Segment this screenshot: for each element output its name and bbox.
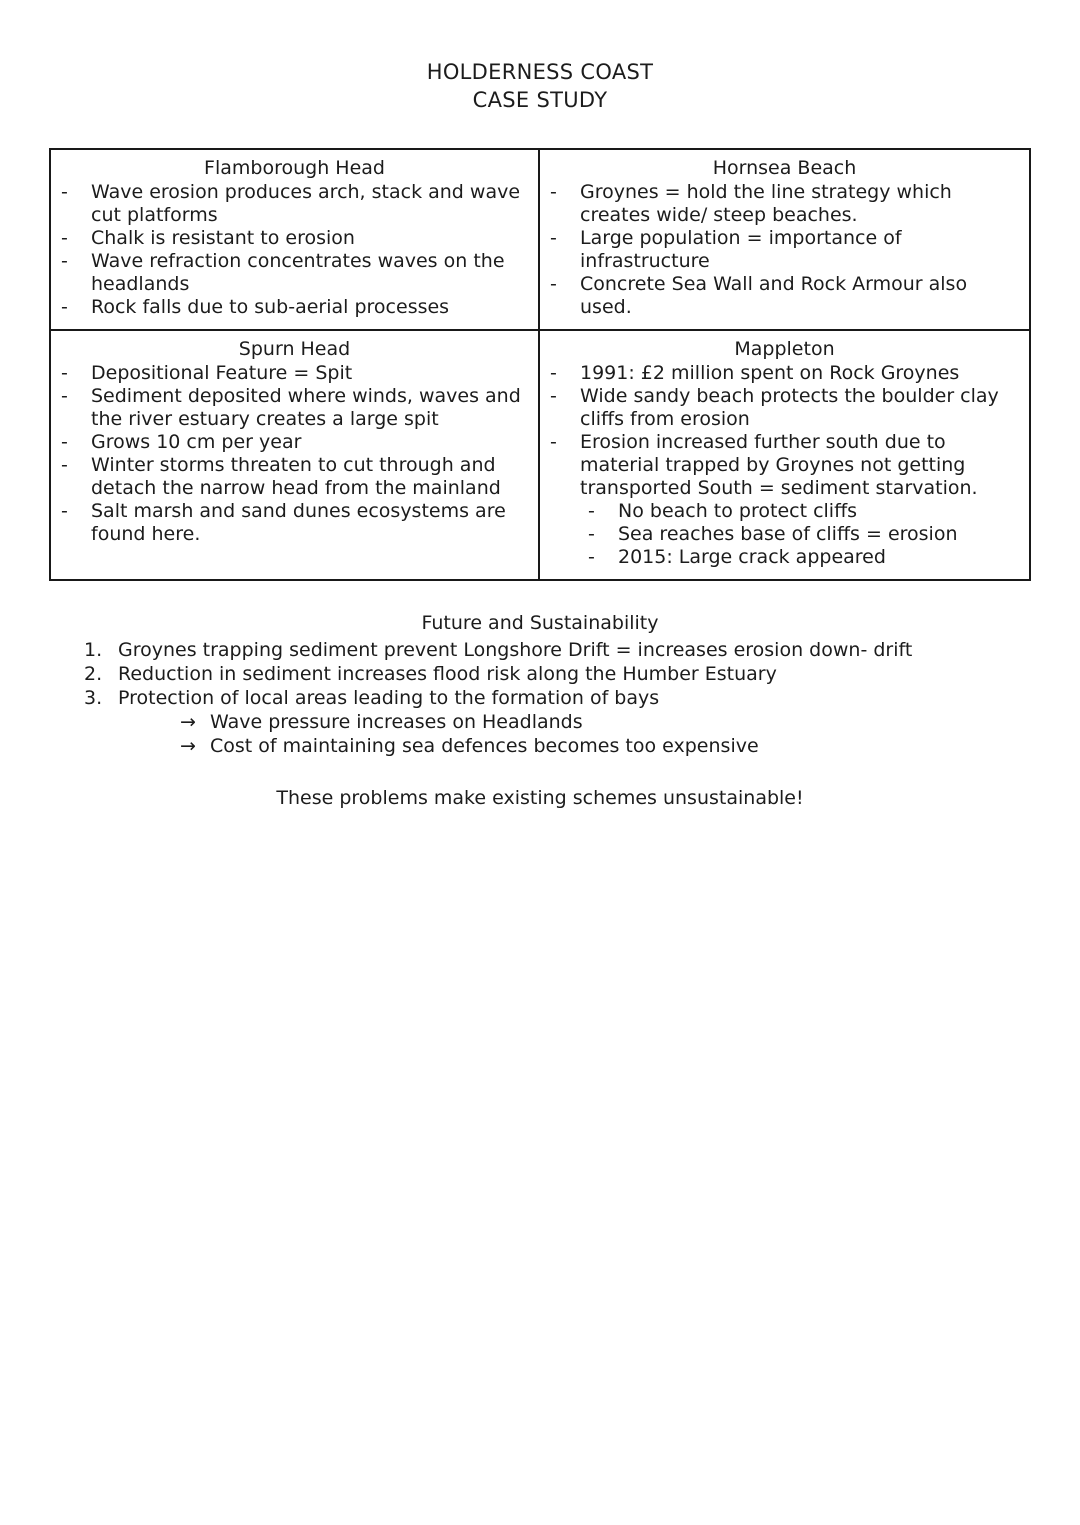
page-subtitle: CASE STUDY <box>472 88 608 112</box>
list-item-text: Concrete Sea Wall and Rock Armour also used. <box>580 273 968 318</box>
table-cell-spurn-head <box>51 331 540 579</box>
list-item <box>548 181 1021 227</box>
table-cell-hornsea-beach <box>540 150 1029 331</box>
dash-marker: - <box>61 454 68 476</box>
arrow-item-text: Cost of maintaining sea defences becomes too expensive <box>210 735 759 757</box>
item-number: 1. <box>84 639 103 661</box>
page-title: HOLDERNESS COAST <box>426 60 654 84</box>
numbered-item-text: Groynes trapping sediment prevent Longshore Drift = increases erosion down- drift <box>118 639 913 661</box>
arrow-consequence-item <box>180 710 1080 734</box>
dash-marker: - <box>61 362 68 384</box>
list-item <box>59 227 530 250</box>
sub-list-item-text: Sea reaches base of cliffs = erosion <box>618 523 958 545</box>
list-item-text: Grows 10 cm per year <box>91 431 302 453</box>
list-item <box>548 385 1021 431</box>
list-item-text: Erosion increased further south due to material trapped by Groynes not getting transported South = sediment starvation. <box>580 431 978 499</box>
list-item <box>548 362 1021 385</box>
list-item-text: Rock falls due to sub-aerial processes <box>91 296 450 318</box>
sub-list-item <box>586 546 1021 569</box>
sub-list-item-text: No beach to protect cliffs <box>618 500 858 522</box>
dash-marker: - <box>61 181 68 203</box>
table-cell-mappleton <box>540 331 1029 579</box>
numbered-item <box>84 638 1040 662</box>
arrow-item-text: Wave pressure increases on Headlands <box>210 711 583 733</box>
dash-marker: - <box>550 385 557 407</box>
document-header <box>0 0 1080 114</box>
dash-marker: - <box>550 362 557 384</box>
sub-list-item <box>586 523 1021 546</box>
item-number: 2. <box>84 663 103 685</box>
list-item-text: Depositional Feature = Spit <box>91 362 353 384</box>
list-item-text: Winter storms threaten to cut through and detach the narrow head from the mainland <box>91 454 501 499</box>
list-item <box>548 431 1021 500</box>
dash-marker: - <box>550 431 557 453</box>
list-item <box>548 227 1021 273</box>
cell-heading: Mappleton <box>734 338 835 360</box>
list-item <box>59 454 530 500</box>
section-heading: Future and Sustainability <box>421 612 659 634</box>
right-arrow-icon: → <box>180 735 196 757</box>
list-item <box>59 296 530 319</box>
list-item <box>59 362 530 385</box>
list-item <box>59 181 530 227</box>
list-item-text: Groynes = hold the line strategy which creates wide/ steep beaches. <box>580 181 952 226</box>
dash-marker: - <box>550 273 557 295</box>
numbered-item-text: Reduction in sediment increases flood risk along the Humber Estuary <box>118 663 777 685</box>
list-item <box>59 500 530 546</box>
dash-marker: - <box>550 181 557 203</box>
numbered-item <box>84 662 1040 686</box>
list-item-text: Large population = importance of infrastructure <box>580 227 902 272</box>
list-item <box>548 273 1021 319</box>
list-item-text: Sediment deposited where winds, waves and the river estuary creates a large spit <box>91 385 521 430</box>
cell-heading: Spurn Head <box>238 338 351 360</box>
dash-marker: - <box>588 546 595 568</box>
numbered-item <box>84 686 1040 710</box>
dash-marker: - <box>588 523 595 545</box>
list-item <box>59 431 530 454</box>
dash-marker: - <box>550 227 557 249</box>
dash-marker: - <box>61 431 68 453</box>
dash-marker: - <box>61 227 68 249</box>
numbered-item-text: Protection of local areas leading to the formation of bays <box>118 687 660 709</box>
list-item <box>59 250 530 296</box>
closing-statement: These problems make existing schemes unsustainable! <box>276 787 804 809</box>
list-item <box>59 385 530 431</box>
dash-marker: - <box>61 296 68 318</box>
case-study-table <box>49 148 1031 581</box>
list-item-text: Wave refraction concentrates waves on the headlands <box>91 250 505 295</box>
sub-list-item-text: 2015: Large crack appeared <box>618 546 886 568</box>
table-cell-flamborough-head <box>51 150 540 331</box>
dash-marker: - <box>61 250 68 272</box>
list-item-text: Salt marsh and sand dunes ecosystems are found here. <box>91 500 506 545</box>
cell-heading: Flamborough Head <box>204 157 385 179</box>
item-number: 3. <box>84 687 103 709</box>
list-item-text: 1991: £2 million spent on Rock Groynes <box>580 362 960 384</box>
arrow-consequence-item <box>180 734 1080 758</box>
list-item-text: Wide sandy beach protects the boulder clay cliffs from erosion <box>580 385 999 430</box>
list-item-text: Chalk is resistant to erosion <box>91 227 355 249</box>
dash-marker: - <box>61 385 68 407</box>
future-and-sustainability-section <box>0 611 1080 810</box>
cell-heading: Hornsea Beach <box>712 157 857 179</box>
list-item-text: Wave erosion produces arch, stack and wave cut platforms <box>91 181 521 226</box>
sub-list-item <box>586 500 1021 523</box>
dash-marker: - <box>588 500 595 522</box>
right-arrow-icon: → <box>180 711 196 733</box>
dash-marker: - <box>61 500 68 522</box>
